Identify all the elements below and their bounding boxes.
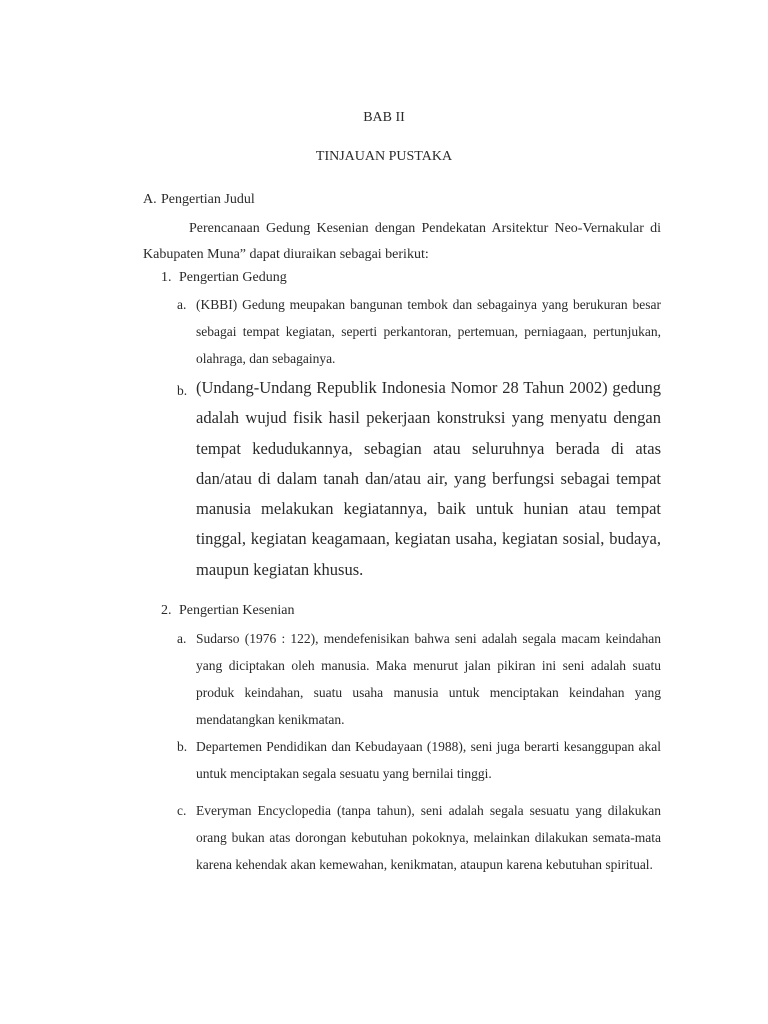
- subsection-1-title: Pengertian Gedung: [179, 270, 287, 285]
- item-1a-text: (KBBI) Gedung meupakan bangunan tembok dan sebagainya yang berukuran besar sebagai tempat kegiatan, seperti perkantoran, pertemuan, perniagaan, pertunjukan, olahraga, dan sebagainya.: [196, 297, 661, 366]
- item-1b-text: (Undang-Undang Republik Indonesia Nomor 28 Tahun 2002) gedung adalah wujud fisik hasil pekerjaan konstruksi yang menyatu dengan tempat kedudukannya, sebagian atau seluruhnya berada di atas dan/atau di dalam tanah dan/atau air, yang berfungsi sebagai tempat manusia melakukan kegiatannya, baik untuk hunian atau tempat tinggal, kegiatan keagamaan, kegiatan usaha, kegiatan sosial, budaya, maupun kegiatan khusus.: [196, 378, 661, 579]
- subsection-1-marker: 1.: [161, 270, 172, 285]
- intro-paragraph: Perencanaan Gedung Kesenian dengan Pendekatan Arsitektur Neo-Vernakular di Kabupaten Muna” dapat diuraikan sebagai berikut:: [143, 221, 661, 262]
- item-2a-text: Sudarso (1976 : 122), mendefenisikan bahwa seni adalah segala macam keindahan yang diciptakan oleh manusia. Maka menurut jalan pikiran ini seni adalah suatu produk keindahan, suatu usaha manusia untuk menciptakan keindahan yang mendatangkan kenikmatan.: [196, 631, 661, 727]
- item-1b-marker: b.: [177, 383, 188, 398]
- chapter-number: BAB II: [363, 110, 405, 125]
- item-2a-marker: a.: [177, 631, 187, 646]
- item-1a-marker: a.: [177, 297, 187, 312]
- section-title: Pengertian Judul: [161, 192, 255, 207]
- subsection-2-marker: 2.: [161, 603, 172, 618]
- item-2b-marker: b.: [177, 739, 188, 754]
- item-2c-marker: c.: [177, 803, 187, 818]
- section-marker: A.: [143, 192, 157, 207]
- chapter-title: TINJAUAN PUSTAKA: [315, 149, 453, 164]
- subsection-2-title: Pengertian Kesenian: [179, 603, 295, 618]
- item-2b-text: Departemen Pendidikan dan Kebudayaan (1988), seni juga berarti kesanggupan akal untuk menciptakan segala sesuatu yang bernilai tinggi.: [196, 739, 661, 781]
- item-2c-text: Everyman Encyclopedia (tanpa tahun), seni adalah segala sesuatu yang dilakukan orang bukan atas dorongan kebutuhan pokoknya, melainkan dilakukan semata-mata karena kehendak akan kemewahan, kenikmatan, ataupun karena kebutuhan spiritual.: [196, 803, 661, 872]
